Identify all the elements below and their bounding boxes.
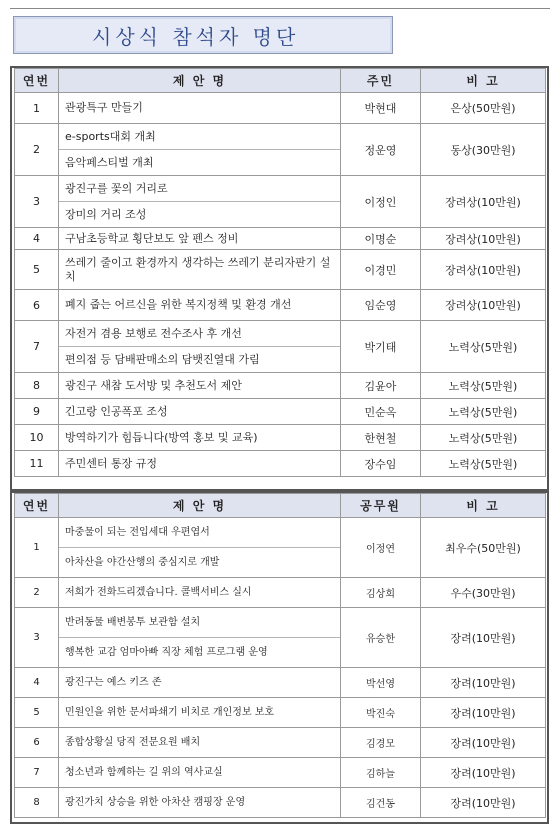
- proposal-cell: [59, 608, 341, 668]
- row-number: 7: [15, 758, 59, 788]
- award-remark: 동상(30만원): [421, 124, 546, 176]
- proposal-title: 광진구는 예스 키즈 존: [65, 676, 162, 688]
- table-row: [15, 578, 546, 608]
- header-number: 연번: [15, 494, 59, 518]
- awardee-name: 박진숙: [341, 698, 421, 728]
- proposal-title: 종합상황실 당직 전문요원 배치: [65, 736, 201, 748]
- proposal-title: 반려동물 배변봉투 보관함 설치: [65, 617, 201, 628]
- proposal-title: 민원인을 위한 문서파쇄기 비치로 개인정보 보호: [65, 706, 275, 718]
- award-remark: 장려(10만원): [421, 698, 546, 728]
- proposal-cell: [59, 250, 341, 290]
- proposal-cell: [59, 425, 341, 451]
- proposal-cell: [59, 788, 341, 818]
- row-number: 10: [15, 425, 59, 451]
- winners-table-officials: [14, 493, 546, 818]
- award-remark: 장려상(10만원): [421, 290, 546, 321]
- table-row: [15, 124, 546, 176]
- row-number: 11: [15, 451, 59, 477]
- row-number: 9: [15, 399, 59, 425]
- header-number: 연번: [15, 69, 59, 93]
- proposal-cell: [59, 698, 341, 728]
- row-number: 8: [15, 373, 59, 399]
- table-row: [15, 290, 546, 321]
- table-row: [15, 728, 546, 758]
- row-number: 2: [15, 578, 59, 608]
- row-number: 1: [15, 93, 59, 124]
- proposal-cell: [59, 228, 341, 250]
- table-row: [15, 608, 546, 668]
- row-number: 4: [15, 228, 59, 250]
- row-number: 6: [15, 728, 59, 758]
- proposal-title: 구남초등학교 횡단보도 앞 펜스 정비: [65, 231, 239, 245]
- awardee-name: 김경모: [341, 728, 421, 758]
- top-rule: [10, 8, 550, 9]
- proposal-title: 광진구를 꽃의 거리로: [65, 182, 168, 195]
- table-row: [15, 788, 546, 818]
- table-row: [15, 176, 546, 228]
- row-number: 5: [15, 250, 59, 290]
- award-remark: 장려상(10만원): [421, 228, 546, 250]
- award-remark: 장려상(10만원): [421, 250, 546, 290]
- header-proposal: 제 안 명: [59, 69, 341, 93]
- award-remark: 최우수(50만원): [421, 518, 546, 578]
- awardee-name: 김윤아: [341, 373, 421, 399]
- row-number: 8: [15, 788, 59, 818]
- table-row: [15, 373, 546, 399]
- row-number: 2: [15, 124, 59, 176]
- table-row: [15, 93, 546, 124]
- table-row: [15, 451, 546, 477]
- award-remark: 우수(30만원): [421, 578, 546, 608]
- proposal-title: 관광특구 만들기: [65, 101, 143, 114]
- proposal-title: 자전거 겸용 보행로 전수조사 후 개선: [65, 327, 242, 340]
- awardee-name: 김건동: [341, 788, 421, 818]
- award-remark: 장려(10만원): [421, 758, 546, 788]
- award-remark: 장려(10만원): [421, 668, 546, 698]
- proposal-cell: [59, 373, 341, 399]
- award-remark: 노력상(5만원): [421, 451, 546, 477]
- awardee-name: 김상희: [341, 578, 421, 608]
- proposal-cell: [59, 290, 341, 321]
- table-row: [15, 399, 546, 425]
- awardee-name: 이정인: [341, 176, 421, 228]
- proposal-title: 청소년과 함께하는 길 위의 역사교실: [65, 766, 223, 778]
- proposal-title: 방역하기가 힘듭니다(방역 홍보 및 교육): [65, 430, 258, 444]
- proposal-cell: [59, 176, 341, 228]
- awardee-name: 이정연: [341, 518, 421, 578]
- table-row: [15, 668, 546, 698]
- proposal-title: 긴고랑 인공폭포 조성: [65, 404, 168, 418]
- header-name: 주민: [341, 69, 421, 93]
- proposal-cell: [59, 399, 341, 425]
- row-number: 3: [15, 608, 59, 668]
- award-remark: 장려(10만원): [421, 788, 546, 818]
- header-proposal: 제 안 명: [59, 494, 341, 518]
- proposal-title: e-sports대회 개최: [65, 130, 156, 143]
- awardee-name: 민순옥: [341, 399, 421, 425]
- proposal-title: 폐지 줍는 어르신을 위한 복지정책 및 환경 개선: [65, 298, 292, 311]
- row-number: 1: [15, 518, 59, 578]
- awardee-name: 장수임: [341, 451, 421, 477]
- award-remark: 은상(50만원): [421, 93, 546, 124]
- proposal-cell: [59, 758, 341, 788]
- awardee-name: 이경민: [341, 250, 421, 290]
- award-remark: 노력상(5만원): [421, 399, 546, 425]
- proposal-title: 편의점 등 담배판매소의 담뱃진열대 가림: [59, 346, 340, 372]
- awardee-name: 박현대: [341, 93, 421, 124]
- row-number: 5: [15, 698, 59, 728]
- proposal-cell: [59, 321, 341, 373]
- proposal-title: 광진구 새참 도서방 및 추천도서 제안: [65, 378, 242, 392]
- proposal-title: 아차산을 야간산행의 중심지로 개발: [59, 547, 340, 577]
- row-number: 6: [15, 290, 59, 321]
- header-remarks: 비 고: [421, 494, 546, 518]
- proposal-cell: [59, 668, 341, 698]
- proposal-cell: [59, 124, 341, 176]
- table-row: [15, 228, 546, 250]
- title-box: [13, 16, 393, 54]
- proposal-cell: [59, 451, 341, 477]
- award-remark: 장려상(10만원): [421, 176, 546, 228]
- award-remark: 노력상(5만원): [421, 373, 546, 399]
- award-remark: 장려(10만원): [421, 608, 546, 668]
- awardee-name: 박기태: [341, 321, 421, 373]
- row-number: 3: [15, 176, 59, 228]
- proposal-title: 음악페스티벌 개최: [59, 149, 340, 175]
- proposal-cell: [59, 728, 341, 758]
- page-title: 시상식 참석자 명단: [92, 24, 300, 49]
- award-remark: 장려(10만원): [421, 728, 546, 758]
- awardee-name: 유승한: [341, 608, 421, 668]
- proposal-title: 행복한 교감 엄마아빠 직장 체험 프로그램 운영: [59, 637, 340, 667]
- proposal-title: 광진가치 상승을 위한 아차산 캠핑장 운영: [65, 796, 246, 808]
- proposal-title: 저희가 전화드리겠습니다. 콜백서비스 실시: [65, 586, 252, 598]
- header-name: 공무원: [341, 494, 421, 518]
- proposal-title: 마중물이 되는 전입세대 우편엽서: [65, 527, 210, 538]
- proposal-title: 주민센터 통장 규정: [65, 456, 158, 470]
- award-remark: 노력상(5만원): [421, 321, 546, 373]
- award-remark: 노력상(5만원): [421, 425, 546, 451]
- awardee-name: 정운영: [341, 124, 421, 176]
- proposal-title: 쓰레기 줄이고 환경까지 생각하는 쓰레기 분리자판기 설치: [65, 255, 331, 283]
- proposal-title: 장미의 거리 조성: [59, 201, 340, 227]
- table-row: [15, 518, 546, 578]
- table-row: [15, 758, 546, 788]
- table-row: [15, 250, 546, 290]
- table-row: [15, 698, 546, 728]
- awardee-name: 임순영: [341, 290, 421, 321]
- proposal-cell: [59, 93, 341, 124]
- row-number: 4: [15, 668, 59, 698]
- winners-table-residents: [14, 68, 546, 477]
- awardee-name: 박선영: [341, 668, 421, 698]
- row-number: 7: [15, 321, 59, 373]
- awardee-name: 김하늘: [341, 758, 421, 788]
- table-row: [15, 321, 546, 373]
- header-remarks: 비 고: [421, 69, 546, 93]
- table-row: [15, 425, 546, 451]
- awardee-name: 이명순: [341, 228, 421, 250]
- awardee-name: 한현철: [341, 425, 421, 451]
- proposal-cell: [59, 578, 341, 608]
- proposal-cell: [59, 518, 341, 578]
